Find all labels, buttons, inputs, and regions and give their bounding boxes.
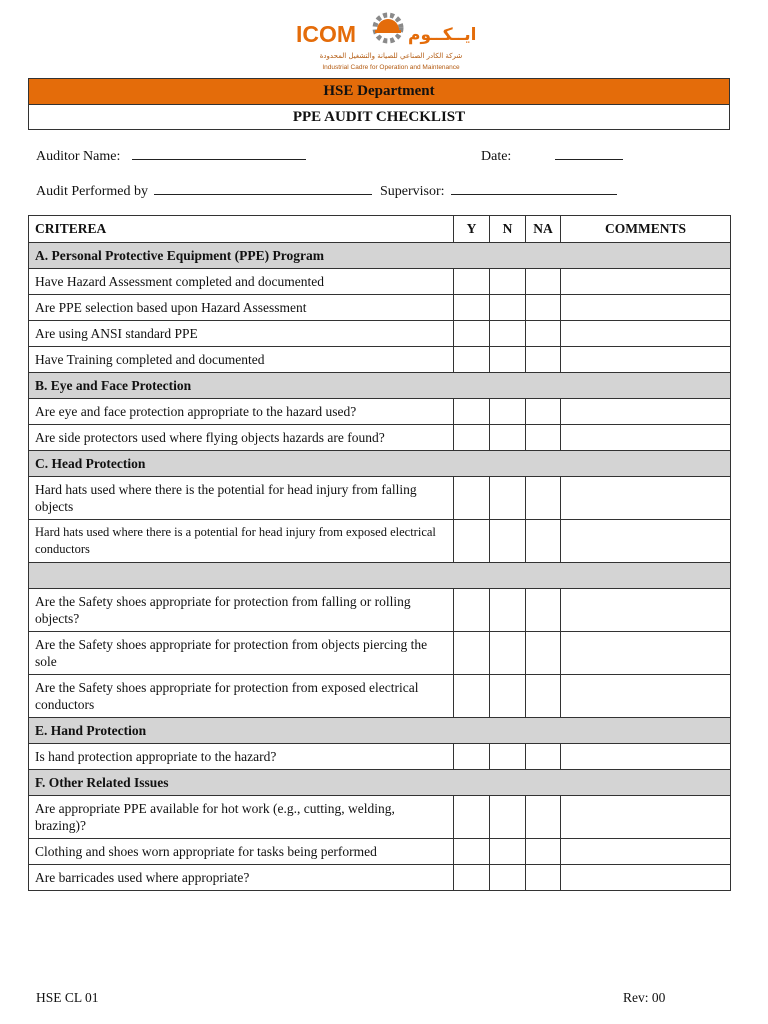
na-cell[interactable] <box>526 865 561 891</box>
criteria-cell: Are barricades used where appropriate? <box>29 865 454 891</box>
table-row <box>29 744 731 770</box>
na-cell[interactable] <box>526 520 561 563</box>
comments-cell[interactable] <box>561 632 731 675</box>
yes-cell[interactable] <box>454 744 490 770</box>
section-title: A. Personal Protective Equipment (PPE) Program <box>29 243 731 269</box>
no-cell[interactable] <box>490 589 526 632</box>
table-row <box>29 347 731 373</box>
no-cell[interactable] <box>490 321 526 347</box>
yes-cell[interactable] <box>454 632 490 675</box>
no-cell[interactable] <box>490 675 526 718</box>
na-cell[interactable] <box>526 399 561 425</box>
na-cell[interactable] <box>526 675 561 718</box>
yes-cell[interactable] <box>454 269 490 295</box>
na-cell[interactable] <box>526 589 561 632</box>
comments-cell[interactable] <box>561 321 731 347</box>
table-row <box>29 589 731 632</box>
department-header: HSE Department <box>28 78 730 105</box>
no-cell[interactable] <box>490 796 526 839</box>
checklist-table <box>28 215 731 891</box>
criteria-cell: Are the Safety shoes appropriate for protection from falling or rolling objects? <box>29 589 454 632</box>
audit-performed-label: Audit Performed by <box>36 184 148 199</box>
no-cell[interactable] <box>490 865 526 891</box>
table-row <box>29 425 731 451</box>
na-cell[interactable] <box>526 744 561 770</box>
criteria-cell: Hard hats used where there is a potential for head injury from exposed electrical conductors <box>29 520 454 563</box>
revision-number: Rev: 00 <box>623 990 666 1005</box>
yes-cell[interactable] <box>454 520 490 563</box>
no-cell[interactable] <box>490 347 526 373</box>
yes-cell[interactable] <box>454 477 490 520</box>
yes-cell[interactable] <box>454 589 490 632</box>
na-header: NA <box>526 216 561 243</box>
yes-cell[interactable] <box>454 347 490 373</box>
checklist-title: PPE AUDIT CHECKLIST <box>28 104 730 130</box>
table-row <box>29 295 731 321</box>
na-cell[interactable] <box>526 321 561 347</box>
criteria-header: CRITEREA <box>29 216 454 243</box>
section-title: E. Hand Protection <box>29 718 731 744</box>
company-logo <box>296 10 486 76</box>
yes-cell[interactable] <box>454 865 490 891</box>
yes-cell[interactable] <box>454 796 490 839</box>
criteria-cell: Are the Safety shoes appropriate for protection from exposed electrical conductors <box>29 675 454 718</box>
table-row <box>29 477 731 520</box>
date-field[interactable] <box>555 146 623 160</box>
criteria-cell: Are eye and face protection appropriate to the hazard used? <box>29 399 454 425</box>
section-row <box>29 718 731 744</box>
comments-cell[interactable] <box>561 520 731 563</box>
na-cell[interactable] <box>526 425 561 451</box>
no-cell[interactable] <box>490 839 526 865</box>
criteria-cell: Is hand protection appropriate to the hazard? <box>29 744 454 770</box>
table-row <box>29 839 731 865</box>
no-cell[interactable] <box>490 425 526 451</box>
logo-arabic-text: ايــكــوم <box>408 25 477 45</box>
comments-cell[interactable] <box>561 865 731 891</box>
comments-cell[interactable] <box>561 744 731 770</box>
yes-cell[interactable] <box>454 321 490 347</box>
comments-cell[interactable] <box>561 589 731 632</box>
supervisor-label: Supervisor: <box>379 184 445 199</box>
yes-cell[interactable] <box>454 295 490 321</box>
audit-performed-field[interactable] <box>154 181 372 195</box>
criteria-cell: Are side protectors used where flying objects hazards are found? <box>29 425 454 451</box>
table-row <box>29 269 731 295</box>
comments-cell[interactable] <box>561 295 731 321</box>
comments-cell[interactable] <box>561 796 731 839</box>
na-cell[interactable] <box>526 632 561 675</box>
table-row <box>29 796 731 839</box>
comments-cell[interactable] <box>561 269 731 295</box>
na-cell[interactable] <box>526 269 561 295</box>
na-cell[interactable] <box>526 295 561 321</box>
criteria-cell: Are the Safety shoes appropriate for protection from objects piercing the sole <box>29 632 454 675</box>
document-code: HSE CL 01 <box>36 990 99 1005</box>
table-row <box>29 675 731 718</box>
date-row <box>481 146 623 165</box>
no-cell[interactable] <box>490 295 526 321</box>
yes-header: Y <box>454 216 490 243</box>
comments-cell[interactable] <box>561 425 731 451</box>
no-cell[interactable] <box>490 632 526 675</box>
criteria-cell: Are PPE selection based upon Hazard Assessment <box>29 295 454 321</box>
section-row <box>29 770 731 796</box>
na-cell[interactable] <box>526 347 561 373</box>
section-title: B. Eye and Face Protection <box>29 373 731 399</box>
comments-cell[interactable] <box>561 839 731 865</box>
logo-arabic-tagline: شركة الكادر الصناعي للصيانة والتشغيل المحدودة <box>319 52 463 60</box>
no-cell[interactable] <box>490 269 526 295</box>
supervisor-field[interactable] <box>451 181 617 195</box>
comments-cell[interactable] <box>561 399 731 425</box>
auditor-label: Auditor Name: <box>36 149 121 164</box>
section-title: C. Head Protection <box>29 451 731 477</box>
yes-cell[interactable] <box>454 425 490 451</box>
table-row <box>29 520 731 563</box>
yes-cell[interactable] <box>454 675 490 718</box>
logo-english-tagline: Industrial Cadre for Operation and Maintenance <box>322 64 460 71</box>
section-row <box>29 373 731 399</box>
comments-cell[interactable] <box>561 347 731 373</box>
section-title <box>29 563 731 589</box>
no-cell[interactable] <box>490 744 526 770</box>
na-cell[interactable] <box>526 477 561 520</box>
logo-latin-text: ICOM <box>296 21 357 47</box>
no-header: N <box>490 216 526 243</box>
na-cell[interactable] <box>526 839 561 865</box>
table-row <box>29 632 731 675</box>
criteria-cell: Are using ANSI standard PPE <box>29 321 454 347</box>
yes-cell[interactable] <box>454 839 490 865</box>
table-row <box>29 399 731 425</box>
criteria-cell: Clothing and shoes worn appropriate for tasks being performed <box>29 839 454 865</box>
auditor-row <box>36 146 306 165</box>
table-row <box>29 321 731 347</box>
comments-header: COMMENTS <box>561 216 731 243</box>
section-row <box>29 563 731 589</box>
comments-cell[interactable] <box>561 675 731 718</box>
gear-helmet-icon <box>375 15 401 41</box>
no-cell[interactable] <box>490 520 526 563</box>
criteria-cell: Hard hats used where there is the potential for head injury from falling objects <box>29 477 454 520</box>
date-label: Date: <box>481 149 512 164</box>
criteria-cell: Are appropriate PPE available for hot work (e.g., cutting, welding, brazing)? <box>29 796 454 839</box>
table-row <box>29 865 731 891</box>
auditor-name-field[interactable] <box>132 146 306 160</box>
comments-cell[interactable] <box>561 477 731 520</box>
section-row <box>29 243 731 269</box>
na-cell[interactable] <box>526 796 561 839</box>
criteria-cell: Have Hazard Assessment completed and documented <box>29 269 454 295</box>
section-title: F. Other Related Issues <box>29 770 731 796</box>
table-header-row <box>29 216 731 243</box>
performed-row <box>36 181 617 200</box>
no-cell[interactable] <box>490 477 526 520</box>
no-cell[interactable] <box>490 399 526 425</box>
yes-cell[interactable] <box>454 399 490 425</box>
criteria-cell: Have Training completed and documented <box>29 347 454 373</box>
section-row <box>29 451 731 477</box>
